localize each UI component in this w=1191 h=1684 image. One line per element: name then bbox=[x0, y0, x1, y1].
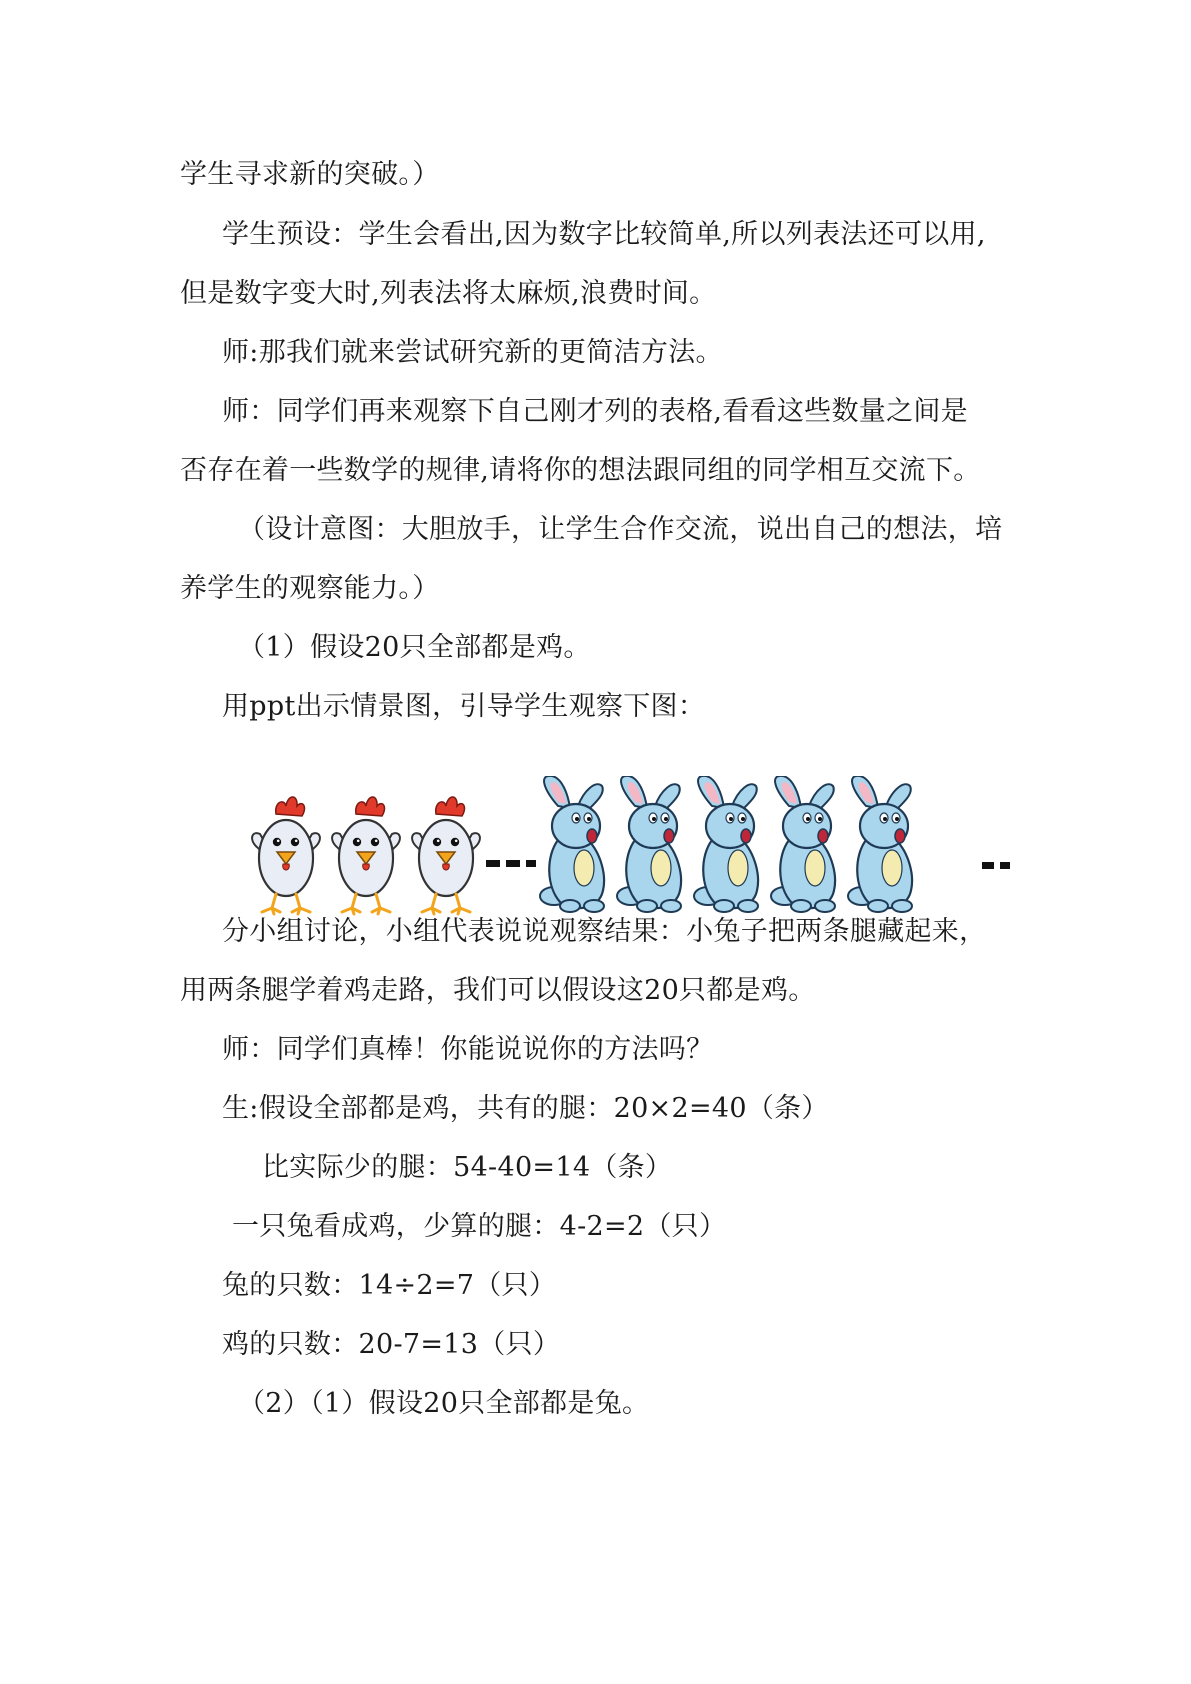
rabbit-icon bbox=[848, 776, 912, 912]
text-line-14: 生:假设全部都是鸡，共有的腿：20×2=40（条） bbox=[222, 1093, 829, 1124]
text-line-4: 师:那我们就来尝试研究新的更简洁方法。 bbox=[222, 337, 723, 368]
illustration-svg bbox=[250, 776, 1030, 928]
text-line-1: 学生寻求新的突破。） bbox=[180, 159, 440, 190]
rabbit-icon bbox=[617, 776, 681, 912]
chickens-group bbox=[252, 797, 480, 914]
rabbit-icon bbox=[694, 776, 758, 912]
text-line-5: 师：同学们再来观察下自己刚才列的表格,看看这些数量之间是 bbox=[222, 396, 968, 427]
dash-separator-1 bbox=[486, 860, 536, 867]
rabbit-icon bbox=[771, 776, 835, 912]
text-line-11: 分小组讨论，小组代表说说观察结果：小兔子把两条腿藏起来， bbox=[222, 916, 987, 947]
text-line-7: （设计意图：大胆放手，让学生合作交流，说出自己的想法，培 bbox=[238, 514, 1003, 545]
dash-separator-2 bbox=[982, 862, 1010, 869]
text-line-12: 用两条腿学着鸡走路，我们可以假设这20只都是鸡。 bbox=[180, 975, 816, 1006]
text-line-8: 养学生的观察能力。） bbox=[180, 573, 440, 604]
chickens-rabbits-illustration bbox=[250, 776, 1030, 928]
text-line-6: 否存在着一些数学的规律,请将你的想法跟同组的同学相互交流下。 bbox=[180, 455, 981, 486]
text-line-17: 兔的只数：14÷2=7（只） bbox=[222, 1270, 557, 1301]
text-line-18: 鸡的只数：20-7=13（只） bbox=[222, 1329, 561, 1360]
text-line-15: 比实际少的腿：54-40=14（条） bbox=[262, 1152, 673, 1183]
text-line-19: （2）（1）假设20只全部都是兔。 bbox=[238, 1388, 650, 1419]
rabbit-icon bbox=[540, 776, 604, 912]
text-line-10: 用ppt出示情景图，引导学生观察下图： bbox=[222, 691, 706, 722]
chicken-icon bbox=[332, 797, 400, 914]
text-line-13: 师：同学们真棒！你能说说你的方法吗？ bbox=[222, 1034, 714, 1065]
rabbits-group bbox=[540, 776, 912, 912]
text-line-9: （1）假设20只全部都是鸡。 bbox=[238, 632, 591, 663]
text-line-16: 一只兔看成鸡，少算的腿：4-2=2（只） bbox=[232, 1211, 727, 1242]
text-line-3: 但是数字变大时,列表法将太麻烦,浪费时间。 bbox=[180, 278, 717, 309]
chicken-icon bbox=[412, 797, 480, 914]
chicken-icon bbox=[252, 797, 320, 914]
text-line-2: 学生预设：学生会看出,因为数字比较简单,所以列表法还可以用, bbox=[222, 219, 986, 250]
